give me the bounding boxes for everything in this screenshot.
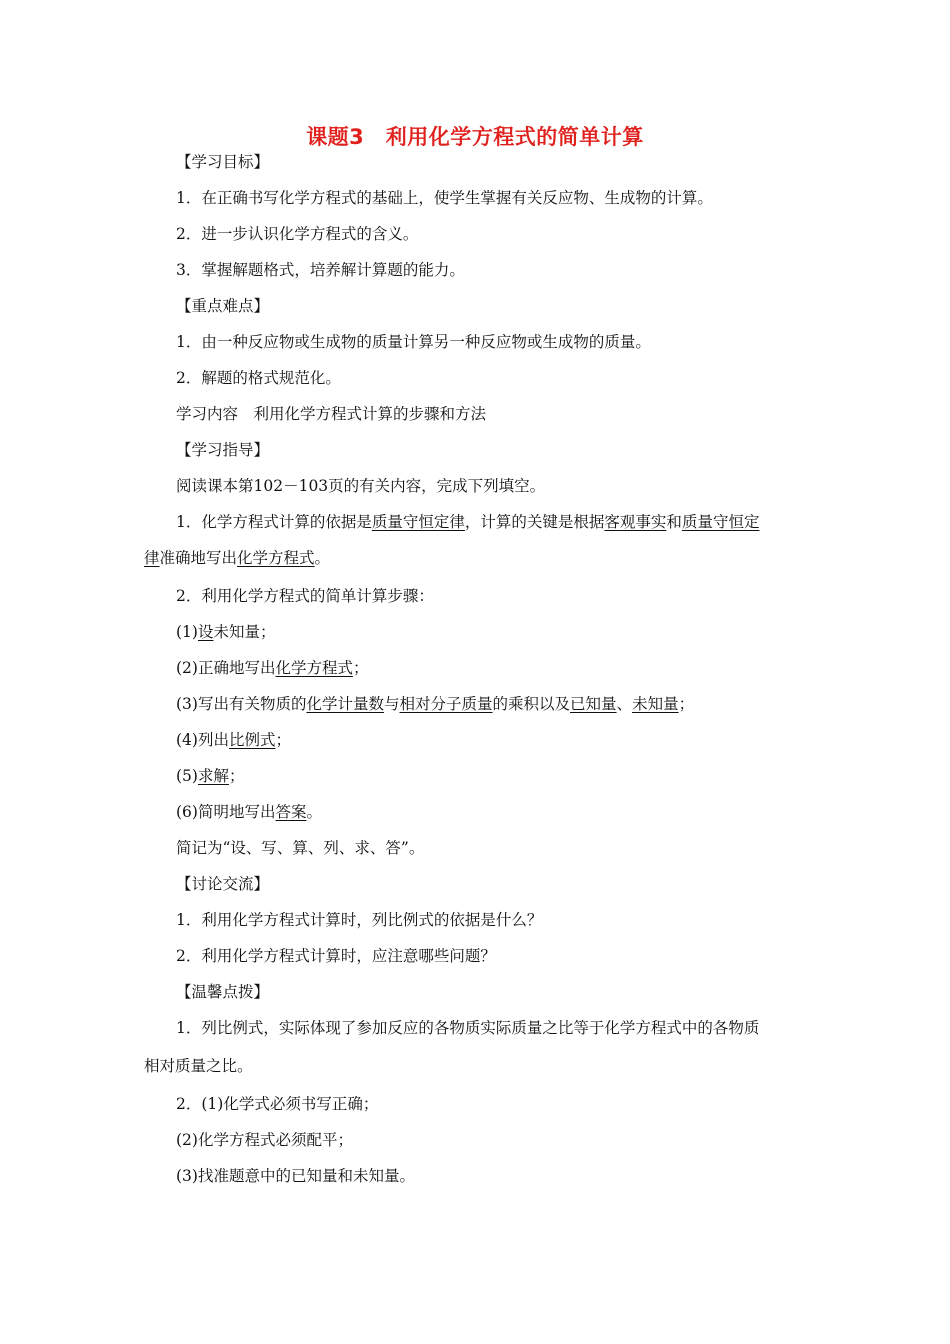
text: 和: [666, 513, 682, 531]
content-title: 学习内容 利用化学方程式计算的步骤和方法: [176, 405, 487, 423]
answer-blank: 化学计量数: [306, 695, 384, 713]
text: ，计算的关键是根据: [464, 513, 605, 531]
guide-question-2: 2．利用化学方程式的简单计算步骤：: [176, 587, 434, 605]
goals-heading: 【学习目标】: [176, 153, 270, 171]
text: 准确地写出: [159, 549, 238, 567]
answer-blank: 已知量: [570, 695, 617, 713]
text: ；: [352, 659, 369, 677]
answer-blank: 质量守恒定: [681, 513, 760, 531]
step-5: [176, 764, 245, 788]
text: (3)写出有关物质的: [176, 695, 307, 713]
text: (1): [176, 623, 198, 641]
tip-item: (3)找准题意中的已知量和未知量。: [176, 1167, 415, 1185]
text: 与: [383, 695, 400, 713]
answer-blank: 客观事实: [604, 513, 667, 531]
step-2: [176, 656, 369, 680]
answer-blank: 相对分子质量: [399, 695, 493, 713]
tip-item: (2)化学方程式必须配平；: [176, 1131, 353, 1149]
answer-blank: 质量守恒定律: [371, 513, 465, 531]
text: ；: [678, 695, 695, 713]
goal-item: 1．在正确书写化学方程式的基础上，使学生掌握有关反应物、生成物的计算。: [176, 189, 713, 207]
step-3: [176, 692, 694, 716]
step-4: [176, 728, 291, 752]
answer-blank: 未知量: [632, 695, 679, 713]
step-6: [176, 800, 322, 824]
guide-heading: 【学习指导】: [176, 441, 270, 459]
answer-blank: 律: [144, 549, 160, 567]
answer-blank: 比例式: [228, 731, 276, 749]
discussion-item: 1．利用化学方程式计算时，列比例式的依据是什么？: [176, 911, 543, 929]
goal-item: 2．进一步认识化学方程式的含义。: [176, 225, 419, 243]
goal-item: 3．掌握解题格式，培养解计算题的能力。: [176, 261, 465, 279]
text: 。: [306, 803, 322, 821]
text: 。: [314, 549, 331, 567]
guide-question-1-line-1: [176, 510, 759, 534]
answer-blank: 化学方程式: [237, 549, 315, 567]
text: (6)简明地写出: [176, 803, 276, 821]
text: 未知量；: [213, 623, 276, 641]
text: ；: [228, 767, 245, 785]
discussion-heading: 【讨论交流】: [176, 875, 270, 893]
text: 、: [616, 695, 633, 713]
step-1: [176, 620, 276, 644]
text: 的乘积以及: [492, 695, 571, 713]
key-point-item: 2．解题的格式规范化。: [176, 369, 341, 387]
text: 1．化学方程式计算的依据是: [176, 513, 372, 531]
guide-question-1-line-2: [144, 546, 330, 570]
answer-blank: 答案: [275, 803, 307, 821]
tip-paragraph-line-1: 1．列比例式，实际体现了参加反应的各物质实际质量之比等于化学方程式中的各物质: [176, 1019, 760, 1037]
answer-blank: 化学方程式: [275, 659, 353, 677]
answer-blank: 设: [197, 623, 214, 641]
tip-paragraph-line-2: 相对质量之比。: [144, 1057, 253, 1075]
text: (2)正确地写出: [176, 659, 276, 677]
text: ；: [275, 731, 291, 749]
key-point-item: 1．由一种反应物或生成物的质量计算另一种反应物或生成物的质量。: [176, 333, 651, 351]
discussion-item: 2．利用化学方程式计算时，应注意哪些问题？: [176, 947, 496, 965]
steps-summary: 简记为“设、写、算、列、求、答”。: [176, 839, 425, 857]
text: (4)列出: [176, 731, 229, 749]
key-points-heading: 【重点难点】: [176, 297, 270, 315]
tips-heading: 【温馨点拨】: [176, 983, 270, 1001]
tip-item: 2．(1)化学式必须书写正确；: [176, 1095, 379, 1113]
guide-intro: 阅读课本第102－103页的有关内容，完成下列填空。: [176, 477, 546, 495]
document-title: 课题3 利用化学方程式的简单计算: [306, 125, 644, 149]
answer-blank: 求解: [197, 767, 229, 785]
text: (5): [176, 767, 198, 785]
